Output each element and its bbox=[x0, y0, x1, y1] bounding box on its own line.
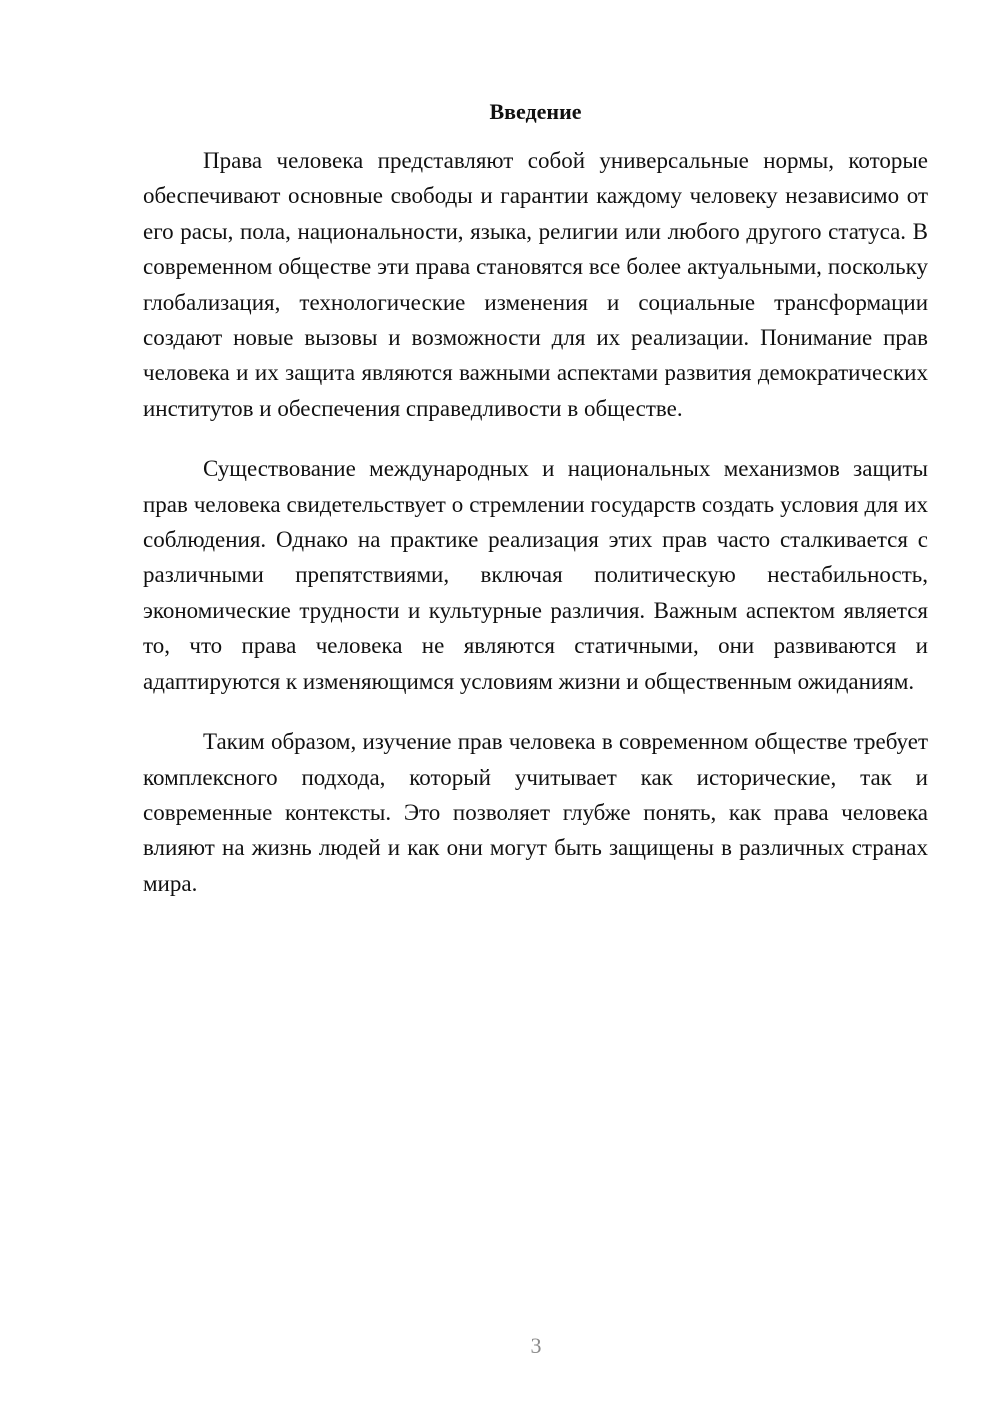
paragraph-2: Существование международных и национальных механизмов защиты прав человека свидетельствует о стремлении государств создать условия для их соблюдения. Однако на практике реализация этих прав часто сталкивается с различными препятствиями, включая политическую нестабильность, экономические трудности и культурные различия. Важным аспектом является то, что права человека не являются статичными, они развиваются и адаптируются к изменяющимся условиям жизни и общественным ожиданиям. bbox=[143, 456, 928, 694]
paragraph-1: Права человека представляют собой универсальные нормы, которые обеспечивают основные свободы и гарантии каждому человеку независимо от его расы, пола, национальности, языка, религии или любого другого статуса. В современном обществе эти права становятся все более актуальными, поскольку глобализация, технологические изменения и социальные трансформации создают новые вызовы и возможности для их реализации. Понимание прав человека и их защита являются важными аспектами развития демократических институтов и обеспечения справедливости в обществе. bbox=[143, 148, 928, 421]
page-number: 3 bbox=[530, 1333, 542, 1358]
page-title: Введение bbox=[489, 99, 582, 124]
paragraph-3: Таким образом, изучение прав человека в современном обществе требует комплексного подхода, который учитывает как исторические, так и современные контексты. Это позволяет глубже понять, как права человека влияют на жизнь людей и как они могут быть защищены в различных странах мира. bbox=[143, 729, 928, 896]
document-body bbox=[143, 143, 928, 926]
